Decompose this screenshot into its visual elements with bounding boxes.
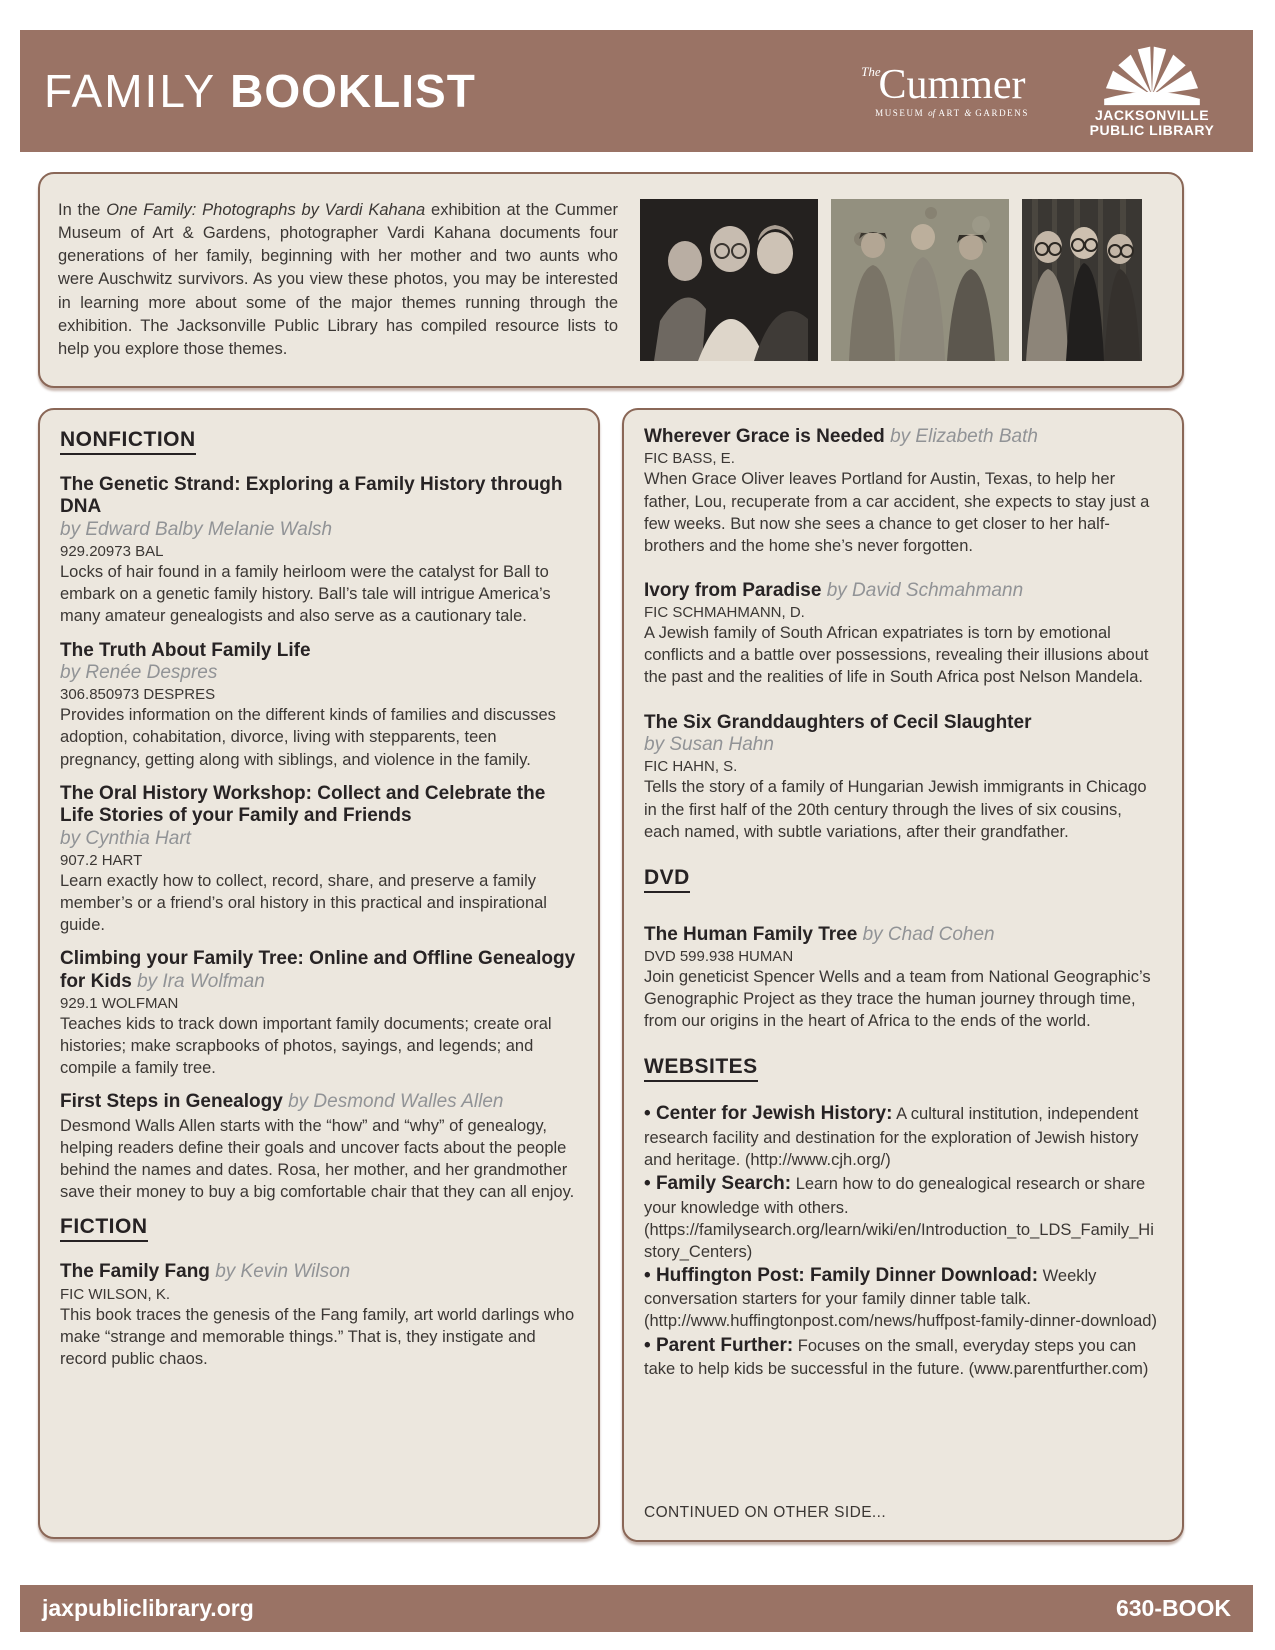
- website-description: Focuses on the small, everyday steps you can take to help kids be successful in the future. (www.parentfurther.com): [644, 1336, 1149, 1379]
- book-description: Learn exactly how to collect, record, share, and preserve a family member’s or a friend’s oral history in this practical and inspirational guide.: [60, 871, 547, 935]
- intro-text-before: In the: [58, 201, 107, 220]
- book-author: by Chad Cohen: [862, 923, 995, 945]
- book-description: Locks of hair found in a family heirloom were the catalyst for Ball to embark on a genetic family history. Ball’s tale will intrigue America’s many amateur genealogists and also serve as a cautionary tale.: [60, 563, 551, 626]
- exhibition-photos: [640, 199, 1142, 361]
- book-author: by David Schmahmann: [826, 579, 1024, 601]
- book-description: This book traces the genesis of the Fang family, art world darlings who make “strange and memorable things.” That is, they instigate and record public chaos.: [60, 1305, 575, 1368]
- website-entry: [644, 1333, 1162, 1381]
- book-title: [644, 426, 1162, 448]
- website-name: Family Search:: [655, 1173, 792, 1195]
- book-title: [60, 1261, 578, 1283]
- book-title: [644, 924, 1162, 946]
- library-name-line1: JACKSONVILLE: [1094, 106, 1210, 123]
- bullet-icon: •: [644, 1173, 656, 1195]
- jacksonville-public-library-logo: [1077, 44, 1227, 139]
- book-entry: [60, 783, 578, 937]
- book-entry: [60, 948, 578, 1079]
- right-column-panel: [622, 408, 1184, 1542]
- footer-bar: [20, 1585, 1253, 1632]
- section-heading-nonfiction: NONFICTION: [60, 428, 578, 452]
- book-title: [60, 948, 578, 993]
- book-entry: [644, 568, 1162, 689]
- section-heading-dvd: DVD: [644, 866, 1162, 890]
- section-heading-fiction: FICTION: [60, 1215, 578, 1239]
- intro-panel: [38, 172, 1184, 388]
- website-name: Parent Further:: [655, 1334, 794, 1356]
- book-entry: [644, 424, 1162, 557]
- exhibition-photo-1: [640, 199, 818, 361]
- website-description: A cultural institution, independent research facility and destination for the exploration of Jewish history and heritage. (http://www.cjh.org/): [644, 1105, 1139, 1170]
- website-description: Weekly conversation starters for your family dinner table talk. (http://www.huffingtonpost.com/news/huffpost-family-dinner-download): [644, 1266, 1157, 1331]
- exhibition-title: One Family: Photographs by Vardi Kahana: [106, 201, 426, 220]
- book-author: by Ira Wolfman: [137, 970, 265, 992]
- book-title-text: The Oral History Workshop: Collect and Celebrate the Life Stories of your Family and Friends: [60, 782, 546, 827]
- intro-text-after: exhibition at the Cummer Museum of Art & Gardens, photographer Vardi Kahana documents four generations of her family, beginning with her mother and two aunts who were Auschwitz survivors. As you view these photos, you may be interested in learning more about some of the major themes running through the exhibition. The Jacksonville Public Library has compiled resource lists to help you explore those themes.: [58, 201, 618, 358]
- website-entry: [644, 1101, 1162, 1171]
- exhibition-photo-3: [1022, 199, 1142, 361]
- book-call-number: DVD 599.938 HUMAN: [644, 948, 794, 966]
- book-description: Join geneticist Spencer Wells and a team from National Geographic’s Genographic Project as they trace the human journey through time, from our origins in the heart of Africa to the ends of the world.: [644, 968, 1151, 1031]
- book-entry: [60, 640, 578, 771]
- book-author: by Renée Despres: [60, 661, 218, 683]
- book-author: by Elizabeth Bath: [890, 426, 1038, 447]
- book-author: by Cynthia Hart: [60, 827, 191, 849]
- book-title: [644, 712, 1162, 757]
- book-description: Provides information on the different kinds of families and discusses adoption, cohabitation, divorce, living with stepparents, teen pregnancy, getting along with siblings, and violence in the family.: [60, 706, 556, 769]
- book-call-number: FIC HAHN, S.: [644, 758, 738, 776]
- website-entry: [644, 1171, 1162, 1263]
- book-description: Tells the story of a family of Hungarian Jewish immigrants in Chicago in the first half of the 20th century through the lives of six cousins, each named, with subtle variations, after their grandfather.: [644, 778, 1147, 841]
- cummer-tag-art: ART: [938, 108, 961, 118]
- page-title-light: FAMILY: [44, 65, 216, 117]
- bullet-icon: •: [644, 1334, 656, 1356]
- book-title: [60, 640, 578, 685]
- book-entry: [644, 912, 1162, 1033]
- bullet-icon: •: [644, 1264, 656, 1286]
- book-title-text: First Steps in Genealogy: [60, 1091, 283, 1113]
- cummer-name-label: Cummer: [878, 62, 1026, 108]
- book-title-text: The Truth About Family Life: [60, 639, 311, 661]
- book-author: by Desmond Walles Allen: [288, 1091, 504, 1113]
- intro-paragraph: [40, 193, 626, 367]
- bullet-icon: •: [644, 1103, 656, 1125]
- page-title-bold: BOOKLIST: [230, 65, 476, 117]
- book-description: Teaches kids to track down important family documents; create oral histories; make scrapbooks of photos, sayings, and legends; and compile a family tree.: [60, 1015, 552, 1078]
- book-call-number: 929.1 WOLFMAN: [60, 995, 179, 1013]
- book-description: A Jewish family of South African expatriates is torn by emotional conflicts and a battle over possessions, revealing their illusions about the past and the realities of life in South Africa post Nelson Mandela.: [644, 624, 1149, 687]
- website-name: Huffington Post: Family Dinner Download:: [655, 1264, 1039, 1286]
- library-name-line2: PUBLIC LIBRARY: [1089, 122, 1215, 138]
- footer-website: jaxpubliclibrary.org: [42, 1595, 254, 1621]
- book-title-text: The Family Fang: [60, 1261, 210, 1283]
- book-entry: [60, 474, 578, 628]
- book-title: [644, 580, 1162, 602]
- book-author: by Edward Balby Melanie Walsh: [60, 518, 333, 540]
- cummer-tag-of: of: [928, 108, 936, 118]
- book-title: [60, 783, 578, 850]
- book-call-number: 929.20973 BAL: [60, 543, 164, 561]
- book-title-text: The Human Family Tree: [644, 923, 858, 945]
- book-call-number: FIC WILSON, K.: [60, 1285, 171, 1303]
- cummer-tag-gardens: GARDENS: [975, 108, 1029, 118]
- book-call-number: 306.850973 DESPRES: [60, 686, 216, 704]
- page-title: [44, 64, 875, 118]
- book-title-text: The Genetic Strand: Exploring a Family History through DNA: [60, 474, 563, 518]
- book-title-text: Wherever Grace is Needed: [644, 426, 885, 447]
- book-author: by Kevin Wilson: [215, 1261, 351, 1283]
- book-entry: [644, 700, 1162, 843]
- book-title-text: Climbing your Family Tree: Online and Offline Genealogy for Kids: [60, 948, 576, 992]
- book-title: [60, 1091, 578, 1113]
- continued-note: CONTINUED ON OTHER SIDE...: [644, 1504, 887, 1521]
- book-entry: [60, 1091, 578, 1203]
- header-bar: [20, 30, 1253, 152]
- book-title-text: Ivory from Paradise: [644, 579, 822, 601]
- book-entry: [60, 1261, 578, 1370]
- sunburst-book-icon: [1098, 44, 1206, 106]
- website-entry: [644, 1263, 1162, 1333]
- book-author: by Susan Hahn: [644, 733, 774, 755]
- book-call-number: FIC SCHMAHMANN, D.: [644, 604, 805, 622]
- cummer-tag-museum: MUSEUM: [875, 108, 925, 118]
- cummer-tagline: [875, 108, 1029, 118]
- book-title-text: The Six Granddaughters of Cecil Slaughter: [644, 711, 1032, 733]
- website-description: Learn how to do genealogical research or share your knowledge with others. (https://familysearch.org/learn/wiki/en/Introduction_to_LDS_Family_History_Centers): [644, 1175, 1154, 1261]
- cummer-tag-ampersand: &: [964, 108, 972, 118]
- book-call-number: FIC BASS, E.: [644, 450, 735, 468]
- book-description: When Grace Oliver leaves Portland for Austin, Texas, to help her father, Lou, recuperate from a car accident, she expects to stay just a few weeks. But now she sees a chance to get closer to her half-brothers and the home she’s never forgotten.: [644, 470, 1150, 555]
- cummer-the-label: The: [861, 64, 881, 79]
- website-name: Center for Jewish History:: [655, 1103, 893, 1125]
- section-heading-websites: WEBSITES: [644, 1055, 1162, 1079]
- footer-phone: 630-BOOK: [1115, 1595, 1231, 1621]
- book-description: Desmond Walls Allen starts with the “how” and “why” of genealogy, helping readers define their goals and uncover facts about the people behind the names and dates. Rosa, her mother, and her grandmother save their money to buy a big comfortable chair that they can all enjoy.: [60, 1116, 575, 1202]
- book-call-number: 907.2 HART: [60, 851, 143, 869]
- exhibition-photo-2: [831, 199, 1009, 361]
- library-name: [1077, 108, 1227, 139]
- book-title: [60, 474, 578, 541]
- left-column-panel: [38, 408, 600, 1539]
- cummer-museum-logo: [861, 62, 1029, 118]
